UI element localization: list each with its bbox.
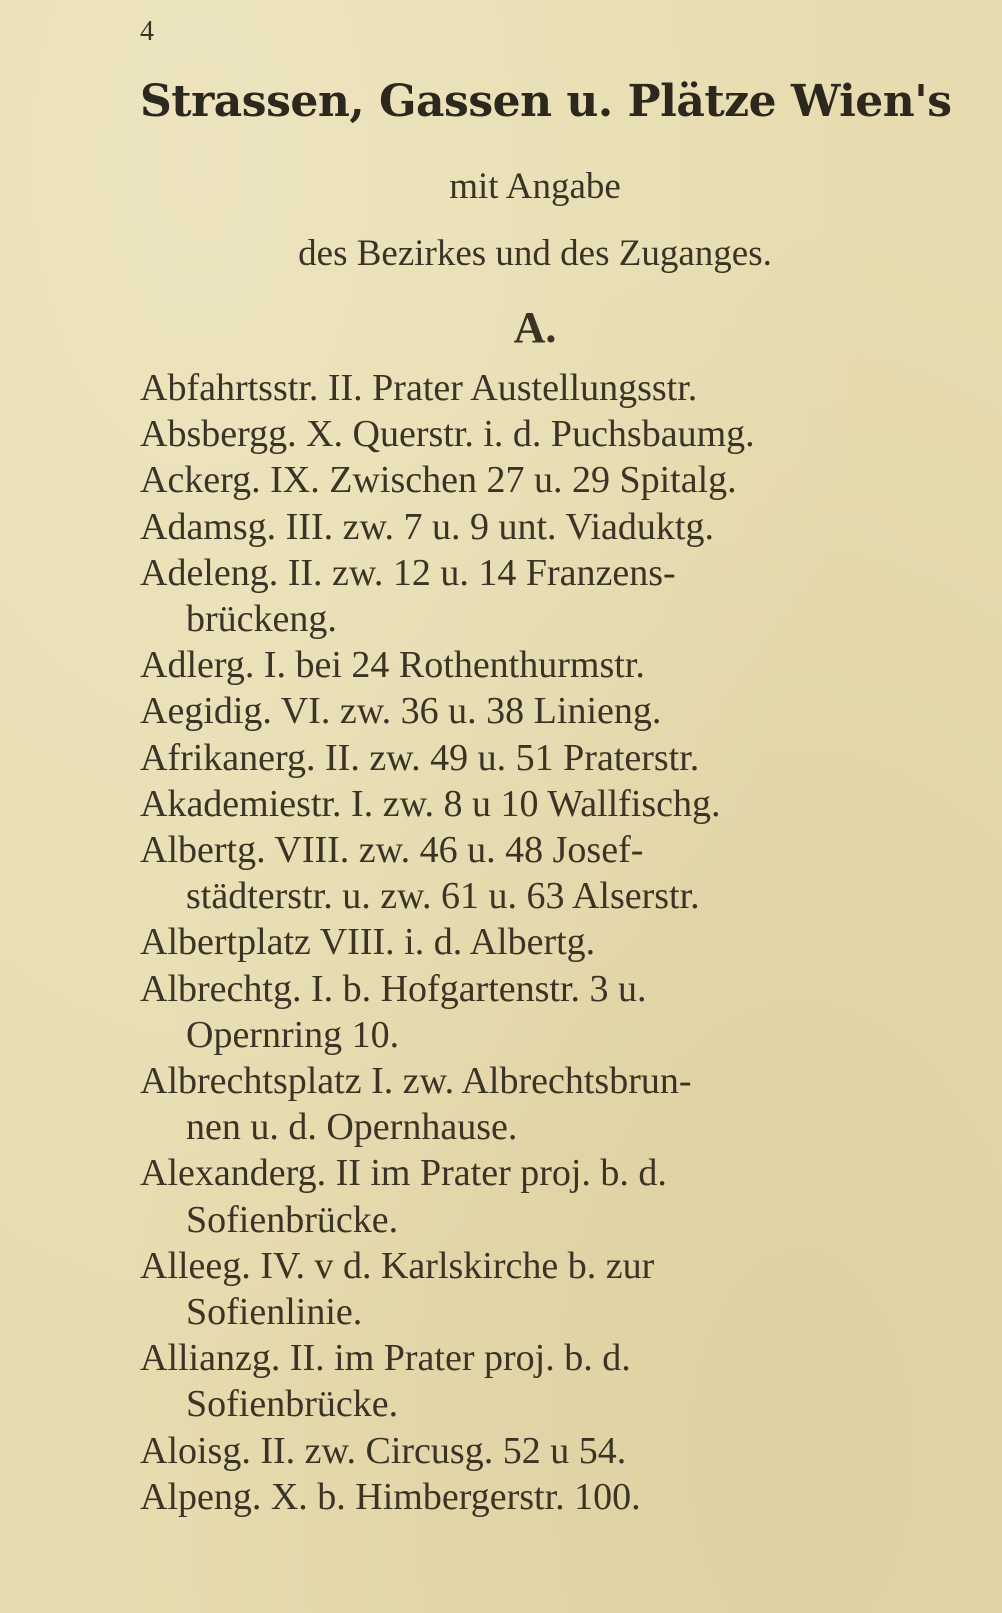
- street-entry: [140, 735, 930, 781]
- street-entry: [140, 642, 930, 688]
- entry-continuation: Sofienlinie.: [186, 1291, 363, 1334]
- entry-line: Alleeg. IV. v d. Karlskirche b. zur: [140, 1244, 655, 1287]
- entry-line: Albrechtg. I. b. Hofgartenstr. 3 u.: [140, 967, 647, 1010]
- entry-line: Abfahrtsstr. II. Prater Austellungsstr.: [140, 367, 698, 409]
- street-entry: [140, 1335, 930, 1427]
- entry-continuation: brückeng.: [186, 598, 337, 641]
- entry-line: Akademiestr. I. zw. 8 u 10 Wallfischg.: [140, 782, 721, 825]
- entry-continuation: Sofienbrücke.: [186, 1383, 399, 1426]
- entry-line: Afrikanerg. II. zw. 49 u. 51 Praterstr.: [140, 736, 700, 779]
- entry-line: Albertg. VIII. zw. 46 u. 48 Josef-: [140, 829, 644, 872]
- entry-line: Aegidig. VI. zw. 36 u. 38 Linieng.: [140, 690, 662, 733]
- entry-line: Alpeng. X. b. Himbergerstr. 100.: [140, 1475, 641, 1518]
- entry-line: Adlerg. I. bei 24 Rothenthurmstr.: [140, 644, 645, 687]
- section-letter: A.: [513, 303, 557, 352]
- subtitle-line-1: mit Angabe: [449, 166, 621, 207]
- street-entry: [140, 457, 930, 503]
- entry-line: Adamsg. III. zw. 7 u. 9 unt. Viaduktg.: [140, 505, 714, 548]
- entry-line: Allianzg. II. im Prater proj. b. d.: [140, 1337, 631, 1380]
- street-entry: [140, 1058, 930, 1150]
- street-entry: [140, 781, 930, 827]
- street-list: [140, 365, 930, 1520]
- entry-continuation: nen u. d. Opernhause.: [186, 1106, 518, 1149]
- street-entry: [140, 365, 930, 411]
- street-entry: [140, 504, 930, 550]
- street-entry: [140, 1243, 930, 1335]
- entry-continuation: städterstr. u. zw. 61 u. 63 Alserstr.: [186, 875, 700, 918]
- street-entry: [140, 411, 930, 457]
- street-entry: [140, 827, 930, 919]
- entry-line: Albrechtsplatz I. zw. Albrechtsbrun-: [140, 1060, 692, 1103]
- entry-line: Aloisg. II. zw. Circusg. 52 u 54.: [140, 1429, 627, 1472]
- street-entry: [140, 1474, 930, 1520]
- entry-line: Alexanderg. II im Prater proj. b. d.: [140, 1152, 667, 1195]
- entry-continuation: Opernring 10.: [186, 1013, 400, 1056]
- entry-line: Albertplatz VIII. i. d. Albertg.: [140, 921, 596, 964]
- entry-line: Absbergg. X. Querstr. i. d. Puchsbaumg.: [140, 413, 755, 456]
- street-entry: [140, 550, 930, 642]
- entry-line: Adeleng. II. zw. 12 u. 14 Franzens-: [140, 551, 676, 594]
- street-entry: [140, 1428, 930, 1474]
- street-entry: [140, 1150, 930, 1242]
- entry-continuation: Sofienbrücke.: [186, 1198, 399, 1241]
- street-entry: [140, 919, 930, 965]
- page-title: Strassen, Gassen u. Plätze Wien's: [140, 76, 952, 127]
- street-entry: [140, 688, 930, 734]
- subtitle-line-2: des Bezirkes und des Zuganges.: [298, 233, 772, 274]
- street-entry: [140, 966, 930, 1058]
- page-number: 4: [140, 16, 154, 47]
- entry-line: Ackerg. IX. Zwischen 27 u. 29 Spitalg.: [140, 459, 737, 502]
